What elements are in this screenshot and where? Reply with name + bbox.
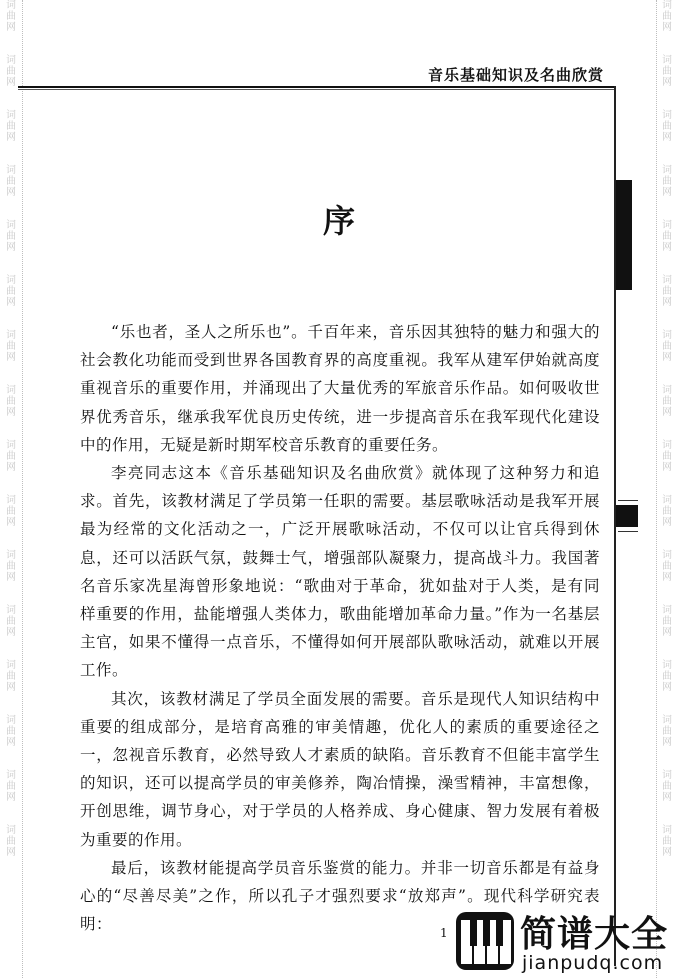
logo-brand-chinese: 简谱大全 bbox=[520, 914, 669, 955]
right-edge-tick bbox=[618, 500, 638, 501]
watermark-group: 词 曲 网 bbox=[6, 385, 16, 418]
watermark-group: 词 曲 网 bbox=[662, 550, 672, 583]
watermark-group: 词 曲 网 bbox=[662, 110, 672, 143]
page-heading: 序 bbox=[322, 202, 357, 240]
watermark-group: 词 曲 网 bbox=[6, 715, 16, 748]
paragraph: 其次，该教材满足了学员全面发展的需要。音乐是现代人知识结构中重要的组成部分，是培育高雅的审美情趣，优化人的素质的重要途径之一，忽视音乐教育，必然导致人才素质的缺陷。音乐教育不但能丰富学生的知识，还可以提高学员的审美修养，陶冶情操，澡雪精神，丰富想像，开创思维，调节身心，对于学员的人格养成、身心健康、智力发展有着极为重要的作用。 bbox=[80, 689, 600, 849]
watermark-group: 词 曲 网 bbox=[662, 220, 672, 253]
watermark-group: 词 曲 网 bbox=[662, 385, 672, 418]
right-edge-tick bbox=[618, 531, 638, 532]
right-edge-bar bbox=[616, 180, 632, 290]
header-rule bbox=[18, 86, 616, 88]
paragraph: “乐也者，圣人之所乐也”。千百年来，音乐因其独特的魅力和强大的社会教化功能而受到世界各国教育界的高度重视。我军从建军伊始就高度重视音乐的重要作用，并涌现出了大量优秀的军旅音乐作品。如何吸收世界优秀音乐，继承我军优良历史传统，进一步提高音乐在我军现代化建设中的作用，无疑是新时期军校音乐教育的重要任务。 bbox=[80, 323, 600, 454]
watermark-group: 词 曲 网 bbox=[662, 495, 672, 528]
right-edge-marker bbox=[616, 505, 638, 527]
watermark-group: 词 曲 网 bbox=[662, 440, 672, 473]
watermark-group: 词 曲 网 bbox=[6, 55, 16, 88]
paragraph: 李亮同志这本《音乐基础知识及名曲欣赏》就体现了这种努力和追求。首先，该教材满足了学员第一任职的需要。基层歌咏活动是我军开展最为经常的文化活动之一，广泛开展歌咏活动，不仅可以让官兵得到休息，还可以活跃气氛，鼓舞士气，增强部队凝聚力，提高战斗力。我国著名音乐家冼星海曾形象地说：“歌曲对于革命，犹如盐对于人类，是有同样重要的作用，盐能增强人类体力，歌曲能增加革命力量。”作为一名基层主官，如果不懂得一点音乐，不懂得如何开展部队歌咏活动，就难以开展工作。 bbox=[80, 464, 600, 680]
body-text bbox=[80, 318, 600, 938]
left-margin-line bbox=[22, 0, 23, 978]
watermark-group: 词 曲 网 bbox=[6, 550, 16, 583]
watermark-group: 词 曲 网 bbox=[6, 165, 16, 198]
watermark-group: 词 曲 网 bbox=[6, 275, 16, 308]
watermark-group: 词 曲 网 bbox=[6, 110, 16, 143]
watermark-group: 词 曲 网 bbox=[6, 495, 16, 528]
watermark-group: 词 曲 网 bbox=[6, 605, 16, 638]
logo-brand-url: jianpudq.com bbox=[522, 952, 664, 974]
right-watermark-column bbox=[658, 0, 676, 978]
watermark-group: 词 曲 网 bbox=[6, 220, 16, 253]
watermark-group: 词 曲 网 bbox=[6, 770, 16, 803]
right-margin-line bbox=[656, 0, 657, 978]
header-rule-thin bbox=[18, 89, 616, 90]
watermark-group: 词 曲 网 bbox=[6, 440, 16, 473]
watermark-group: 词 曲 网 bbox=[6, 660, 16, 693]
watermark-group: 词 曲 网 bbox=[662, 165, 672, 198]
site-logo bbox=[456, 906, 670, 976]
watermark-group: 词 曲 网 bbox=[662, 770, 672, 803]
watermark-group: 词 曲 网 bbox=[6, 330, 16, 363]
left-watermark-column bbox=[2, 0, 20, 978]
watermark-group: 词 曲 网 bbox=[662, 825, 672, 858]
running-header-title: 音乐基础知识及名曲欣赏 bbox=[427, 66, 604, 84]
watermark-group: 词 曲 网 bbox=[6, 825, 16, 858]
watermark-group: 词 曲 网 bbox=[662, 275, 672, 308]
watermark-group: 词 曲 网 bbox=[662, 330, 672, 363]
watermark-group: 词 曲 网 bbox=[662, 715, 672, 748]
watermark-group: 词 曲 网 bbox=[662, 660, 672, 693]
watermark-group: 词 曲 网 bbox=[662, 55, 672, 88]
watermark-group: 词 曲 网 bbox=[6, 0, 16, 33]
watermark-group: 词 曲 网 bbox=[662, 605, 672, 638]
paragraph: 最后，该教材能提高学员音乐鉴赏的能力。并非一切音乐都是有益身心的“尽善尽美”之作，所以孔子才强烈要求“放郑声”。现代科学研究表明： bbox=[80, 858, 600, 934]
page-number: 1 bbox=[440, 926, 448, 940]
watermark-group: 词 曲 网 bbox=[662, 0, 672, 33]
piano-keys-icon bbox=[456, 912, 514, 970]
